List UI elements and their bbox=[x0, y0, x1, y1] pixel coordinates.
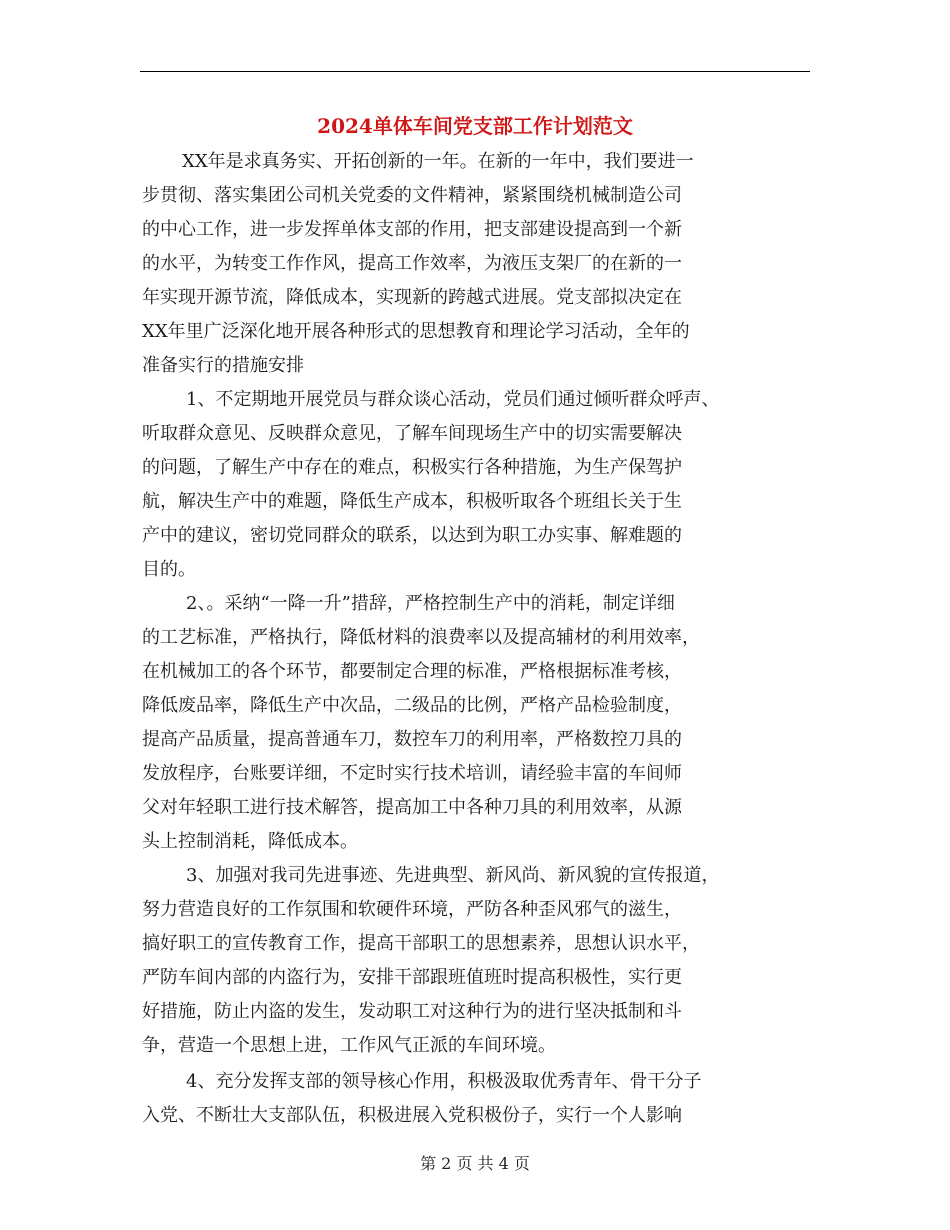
page-number-footer: 第 2 页 共 4 页 bbox=[420, 1154, 530, 1173]
text-line: 听取群众意见、反映群众意见，了解车间现场生产中的切实需要解决 bbox=[142, 423, 682, 444]
document-title: 2024单体车间党支部工作计划范文 bbox=[317, 114, 633, 138]
text-line: 的中心工作，进一步发挥单体支部的作用，把支部建设提高到一个新 bbox=[142, 219, 682, 240]
text-line: 3、加强对我司先进事迹、先进典型、新风尚、新风貌的宣传报道， bbox=[186, 865, 720, 886]
text-line: 父对年轻职工进行技术解答，提高加工中各种刀具的利用效率，从源 bbox=[142, 797, 682, 818]
text-line: 产中的建议，密切党同群众的联系，以达到为职工办实事、解难题的 bbox=[142, 525, 682, 546]
text-line: 头上控制消耗，降低成本。 bbox=[142, 831, 358, 852]
text-line: 航，解决生产中的难题，降低生产成本，积极听取各个班组长关于生 bbox=[142, 491, 682, 512]
text-line: 入党、不断壮大支部队伍，积极进展入党积极份子，实行一个人影响 bbox=[142, 1105, 682, 1126]
text-line: XX年里广泛深化地开展各种形式的思想教育和理论学习活动，全年的 bbox=[142, 321, 690, 342]
text-line: XX年是求真务实、开拓创新的一年。在新的一年中，我们要进一 bbox=[182, 151, 694, 172]
text-line: 4、充分发挥支部的领导核心作用，积极汲取优秀青年、骨干分子 bbox=[186, 1071, 702, 1092]
text-line: 1、不定期地开展党员与群众谈心活动，党员们通过倾听群众呼声、 bbox=[186, 389, 720, 410]
text-line: 年实现开源节流，降低成本，实现新的跨越式进展。党支部拟决定在 bbox=[142, 287, 682, 308]
text-line: 在机械加工的各个环节，都要制定合理的标准，严格根据标准考核， bbox=[142, 661, 682, 682]
text-line: 严防车间内部的内盗行为，安排干部跟班值班时提高积极性，实行更 bbox=[142, 967, 682, 988]
text-line: 搞好职工的宣传教育工作，提高干部职工的思想素养，思想认识水平， bbox=[142, 933, 700, 954]
text-line: 好措施，防止内盗的发生，发动职工对这种行为的进行坚决抵制和斗 bbox=[142, 1001, 682, 1022]
text-line: 准备实行的措施安排 bbox=[142, 355, 304, 376]
text-line: 的工艺标准，严格执行，降低材料的浪费率以及提高辅材的利用效率， bbox=[142, 627, 700, 648]
text-line: 2、。采纳“一降一升”措辞，严格控制生产中的消耗，制定详细 bbox=[186, 593, 675, 614]
text-line: 目的。 bbox=[142, 559, 196, 580]
text-line: 降低废品率，降低生产中次品，二级品的比例，严格产品检验制度， bbox=[142, 695, 682, 716]
text-line: 争，营造一个思想上进，工作风气正派的车间环境。 bbox=[142, 1035, 556, 1056]
text-line: 的水平，为转变工作作风，提高工作效率，为液压支架厂的在新的一 bbox=[142, 253, 682, 274]
text-line: 的问题，了解生产中存在的难点，积极实行各种措施，为生产保驾护 bbox=[142, 457, 682, 478]
text-line: 提高产品质量，提高普通车刀，数控车刀的利用率，严格数控刀具的 bbox=[142, 729, 682, 750]
text-line: 努力营造良好的工作氛围和软硬件环境，严防各种歪风邪气的滋生， bbox=[142, 899, 682, 920]
text-line: 步贯彻、落实集团公司机关党委的文件精神，紧紧围绕机械制造公司 bbox=[142, 185, 682, 206]
text-line: 发放程序，台账要详细，不定时实行技术培训，请经验丰富的车间师 bbox=[142, 763, 682, 784]
